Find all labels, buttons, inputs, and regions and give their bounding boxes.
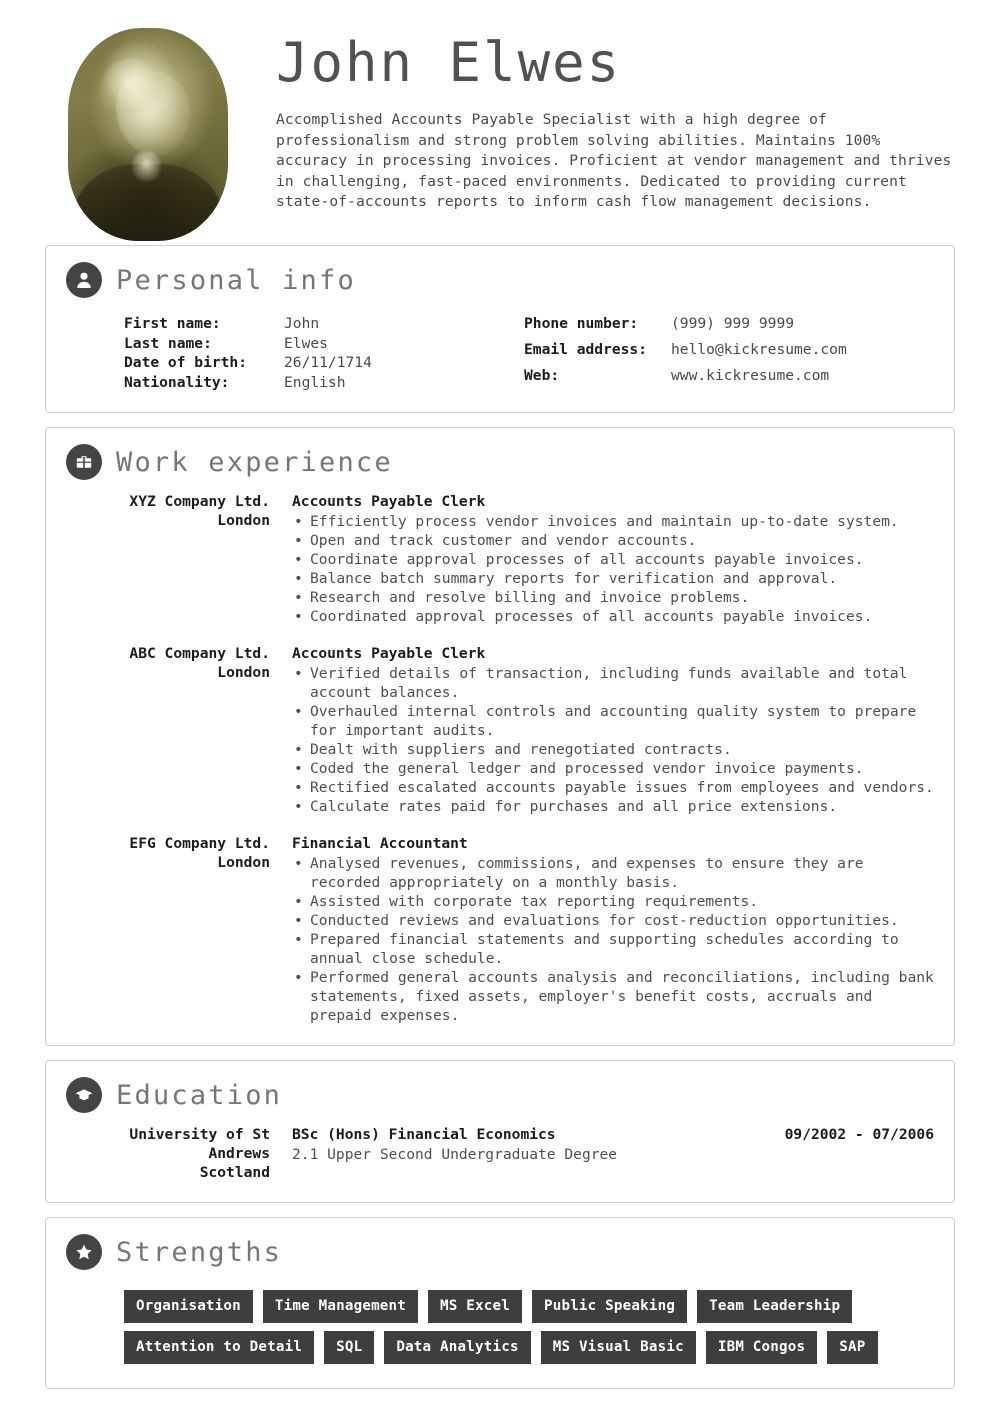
phone-number-value: (999) 999 9999 [671, 315, 795, 332]
strengths-header [66, 1234, 934, 1270]
strength-tag: SQL [324, 1331, 374, 1364]
job-bullet: • Open and track customer and vendor accounts. [292, 531, 934, 550]
work-entry [66, 834, 934, 1025]
graduation-cap-icon [66, 1077, 102, 1113]
date-of-birth-label: Date of birth: [124, 354, 248, 371]
job-title: Accounts Payable Clerk [292, 493, 486, 510]
personal-info-row [124, 334, 524, 354]
web-label: Web: [524, 367, 560, 384]
company-location: London [217, 664, 270, 681]
email-address-value[interactable]: hello@kickresume.com [671, 341, 847, 358]
company-location: London [217, 854, 270, 871]
job-bullet-list [292, 664, 934, 816]
strength-tag: MS Visual Basic [541, 1331, 696, 1364]
personal-info-row [124, 314, 524, 334]
portrait-engraving-texture [68, 28, 228, 241]
strengths-tag-list [66, 1282, 934, 1370]
job-bullet: • Rectified escalated accounts payable issues from employees and vendors. [292, 778, 934, 797]
email-address-label: Email address: [524, 341, 648, 358]
personal-info-row [124, 353, 524, 373]
job-title: Financial Accountant [292, 835, 468, 852]
company-name: EFG Company Ltd. [129, 835, 270, 852]
strength-tag: IBM Congos [706, 1331, 817, 1364]
school-location: Scotland [199, 1164, 270, 1181]
education-date-range: 09/2002 - 07/2006 [784, 1126, 934, 1143]
strength-tag: Attention to Detail [124, 1331, 314, 1364]
phone-number-label: Phone number: [524, 315, 639, 332]
nationality-value: English [284, 373, 346, 391]
school-name-line-1: University of St [129, 1126, 270, 1143]
job-bullet: • Balance batch summary reports for verification and approval. [292, 569, 934, 588]
company-location: London [217, 512, 270, 529]
work-entry-body [292, 492, 934, 626]
company-name: XYZ Company Ltd. [129, 493, 270, 510]
job-bullet: • Verified details of transaction, including funds available and total account balances. [292, 664, 934, 702]
job-bullet: • Research and resolve billing and invoice problems. [292, 588, 934, 607]
strength-tag: Team Leadership [697, 1290, 852, 1323]
header-text-block [276, 28, 955, 213]
personal-info-fields [66, 310, 934, 394]
profile-summary: Accomplished Accounts Payable Specialist with a high degree of professionalism and strong problem solving abilities. Maintains 100% accuracy in processing invoices. Proficient at vendor management and thrives in challenging, fast-paced environments. Dedicated to providing current state-of-accounts reports to inform cash flow management decisions. [276, 111, 952, 211]
degree-detail: 2.1 Upper Second Undergraduate Degree [292, 1146, 618, 1163]
strength-tag: MS Excel [428, 1290, 522, 1323]
portrait-photo [68, 28, 228, 241]
education-school-block [124, 1125, 292, 1182]
first-name-label: First name: [124, 315, 221, 332]
personal-info-right-column [524, 314, 847, 392]
work-experience-title: Work experience [116, 446, 393, 478]
briefcase-icon [66, 444, 102, 480]
work-entry-body [292, 644, 934, 816]
personal-info-row [524, 340, 847, 366]
last-name-value: Elwes [284, 334, 328, 352]
work-entry-company-block [124, 644, 292, 816]
job-bullet: • Analysed revenues, commissions, and expenses to ensure they are recorded appropriately on a monthly basis. [292, 854, 934, 892]
personal-info-row [524, 314, 847, 340]
work-experience-card [45, 427, 955, 1046]
strength-tag: Public Speaking [532, 1290, 687, 1323]
last-name-label: Last name: [124, 334, 212, 352]
education-header [66, 1077, 934, 1113]
job-bullet: • Conducted reviews and evaluations for cost-reduction opportunities. [292, 911, 934, 930]
person-icon [66, 262, 102, 298]
company-name: ABC Company Ltd. [129, 645, 270, 662]
degree-title: BSc (Hons) Financial Economics [292, 1126, 556, 1143]
job-bullet: • Coded the general ledger and processed vendor invoice payments. [292, 759, 934, 778]
nationality-label: Nationality: [124, 373, 230, 391]
job-bullet-list [292, 854, 934, 1025]
strengths-card [45, 1217, 955, 1389]
work-entry [66, 492, 934, 626]
personal-info-card [45, 245, 955, 413]
work-entry-body [292, 834, 934, 1025]
strength-tag: Data Analytics [384, 1331, 530, 1364]
job-bullet: • Assisted with corporate tax reporting requirements. [292, 892, 934, 911]
job-bullet: • Dealt with suppliers and renegotiated contracts. [292, 740, 934, 759]
web-value[interactable]: www.kickresume.com [671, 367, 830, 384]
school-name-line-2: Andrews [208, 1145, 270, 1162]
job-bullet: • Coordinate approval processes of all accounts payable invoices. [292, 550, 934, 569]
date-of-birth-value: 26/11/1714 [284, 354, 372, 371]
personal-info-row [524, 366, 847, 392]
job-bullet: • Coordinated approval processes of all accounts payable invoices. [292, 607, 934, 626]
job-bullet: • Overhauled internal controls and accounting quality system to prepare for important audits. [292, 702, 934, 740]
page-title: John Elwes [276, 31, 622, 94]
education-entry-body [292, 1125, 769, 1182]
work-entry-company-block [124, 834, 292, 1025]
job-bullet-list [292, 512, 934, 626]
first-name-value: John [284, 315, 320, 332]
personal-info-header [66, 262, 934, 298]
strength-tag: SAP [827, 1331, 877, 1364]
job-bullet: • Efficiently process vendor invoices and maintain up-to-date system. [292, 512, 934, 531]
personal-info-left-column [124, 314, 524, 392]
education-title: Education [116, 1079, 283, 1111]
job-bullet: • Prepared financial statements and supporting schedules according to annual close schedule. [292, 930, 934, 968]
work-entry-company-block [124, 492, 292, 626]
strength-tag: Time Management [263, 1290, 418, 1323]
education-card [45, 1060, 955, 1203]
strengths-title: Strengths [116, 1236, 283, 1268]
strength-tag: Organisation [124, 1290, 253, 1323]
work-entry [66, 644, 934, 816]
job-bullet: • Performed general accounts analysis and reconciliations, including bank statements, fixed assets, employer's benefit costs, accruals and prepaid expenses. [292, 968, 934, 1025]
education-entry [66, 1125, 934, 1182]
job-bullet: • Calculate rates paid for purchases and all price extensions. [292, 797, 934, 816]
personal-info-title: Personal info [116, 264, 356, 296]
personal-info-row [124, 373, 524, 393]
work-experience-header [66, 444, 934, 480]
star-icon [66, 1234, 102, 1270]
resume-header [0, 0, 1000, 245]
job-title: Accounts Payable Clerk [292, 645, 486, 662]
